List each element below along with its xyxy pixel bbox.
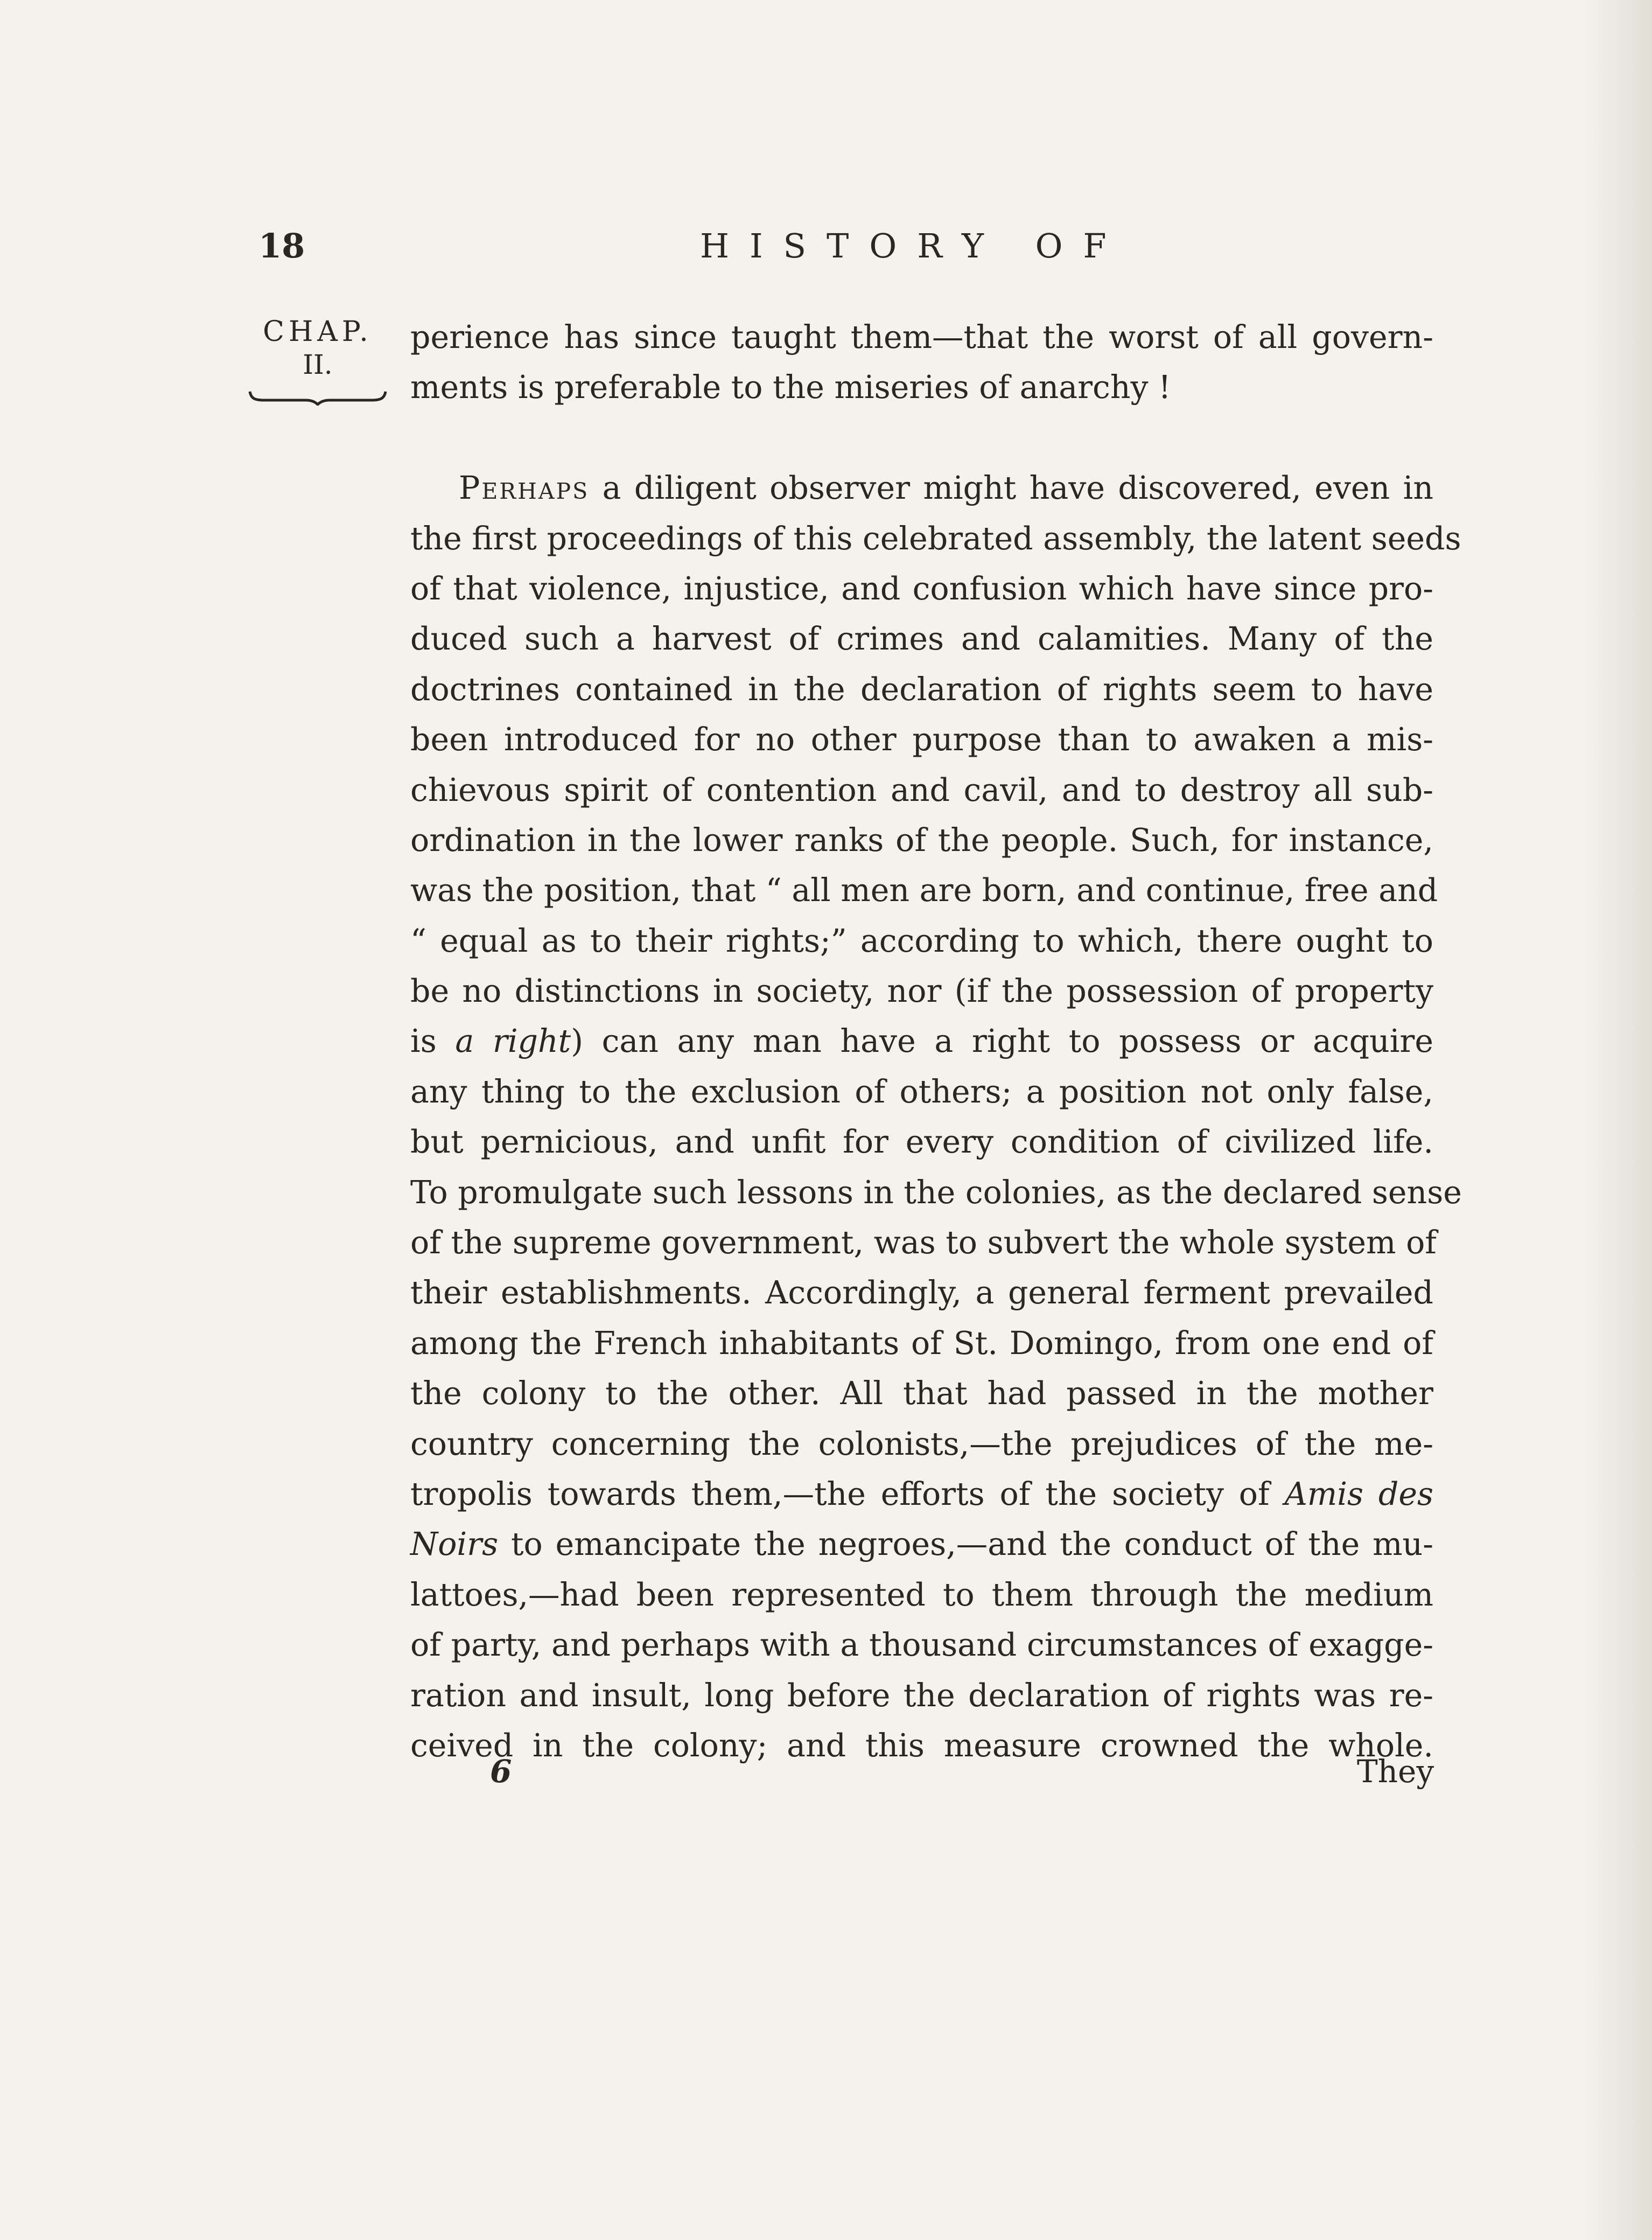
text-line: be no distinctions in society, nor (if the possession of property	[410, 973, 1433, 1010]
text-line: country concerning the colonists,—the prejudices of the me-	[410, 1425, 1433, 1462]
text-line: the colony to the other. All that had passed in the mother	[410, 1375, 1433, 1412]
text-line: To promulgate such lessons in the colonies, as the declared sense	[410, 1174, 1462, 1211]
text-line: ration and insult, long before the declaration of rights was re-	[410, 1677, 1433, 1714]
text-line: lattoes,—had been represented to them through the medium	[410, 1576, 1433, 1613]
paragraph-gap	[410, 413, 1433, 463]
chapter-label: CHAP.	[263, 316, 373, 348]
page-edge-shadow	[1582, 0, 1652, 2240]
text-line: the first proceedings of this celebrated assembly, the latent seeds	[410, 520, 1461, 557]
text-line: “ equal as to their rights;” according to which, there ought to	[410, 922, 1433, 959]
text-line: any thing to the exclusion of others; a position not only false,	[410, 1073, 1433, 1110]
text-line: tropolis towards them,—the efforts of the society of Amis des	[410, 1475, 1433, 1512]
catchword: They	[1357, 1753, 1434, 1790]
paragraph-opening-word: Perhaps	[459, 470, 590, 507]
text-line: Perhaps a diligent observer might have discovered, even in	[459, 470, 1433, 507]
text-line: duced such a harvest of crimes and calamities. Many of the	[410, 620, 1433, 658]
text-line: been introduced for no other purpose than to awaken a mis-	[410, 721, 1433, 758]
text-line: is a right) can any man have a right to possess or acquire	[410, 1023, 1434, 1060]
chapter-margin-note	[245, 315, 390, 406]
chapter-number: II.	[303, 349, 333, 380]
signature-mark: 6	[490, 1753, 512, 1790]
text-line: Noirs to emancipate the negroes,—and the conduct of the mu-	[410, 1526, 1433, 1563]
page-header	[0, 226, 1652, 280]
body-text	[410, 312, 1462, 1771]
text-line: was the position, that “ all men are born, and continue, free and	[410, 872, 1438, 909]
text-line: ceived in the colony; and this measure crowned the whole.	[410, 1727, 1433, 1764]
text-line: of the supreme government, was to subvert the whole system of	[410, 1224, 1437, 1261]
brace-ornament-icon	[248, 388, 388, 406]
text-line: of that violence, injustice, and confusion which have since pro-	[410, 570, 1433, 607]
text-line: chievous spirit of contention and cavil, and to destroy all sub-	[410, 771, 1433, 808]
text-line: their establishments. Accordingly, a general ferment prevailed	[410, 1274, 1433, 1311]
text-line: among the French inhabitants of St. Domingo, from one end of	[410, 1324, 1433, 1362]
text-line: doctrines contained in the declaration of rights seem to have	[410, 671, 1433, 708]
text-line: ordination in the lower ranks of the people. Such, for instance,	[410, 821, 1433, 859]
running-head: HISTORY OF	[700, 226, 1127, 266]
page-number: 18	[258, 226, 305, 266]
page-footer	[0, 1753, 1652, 1802]
text-line: but pernicious, and unfit for every condition of civilized life.	[410, 1124, 1433, 1161]
text-line: ments is preferable to the miseries of anarchy !	[410, 369, 1171, 406]
text-line: of party, and perhaps with a thousand circumstances of exagge-	[410, 1627, 1433, 1664]
text-line: perience has since taught them—that the worst of all govern-	[410, 319, 1433, 355]
